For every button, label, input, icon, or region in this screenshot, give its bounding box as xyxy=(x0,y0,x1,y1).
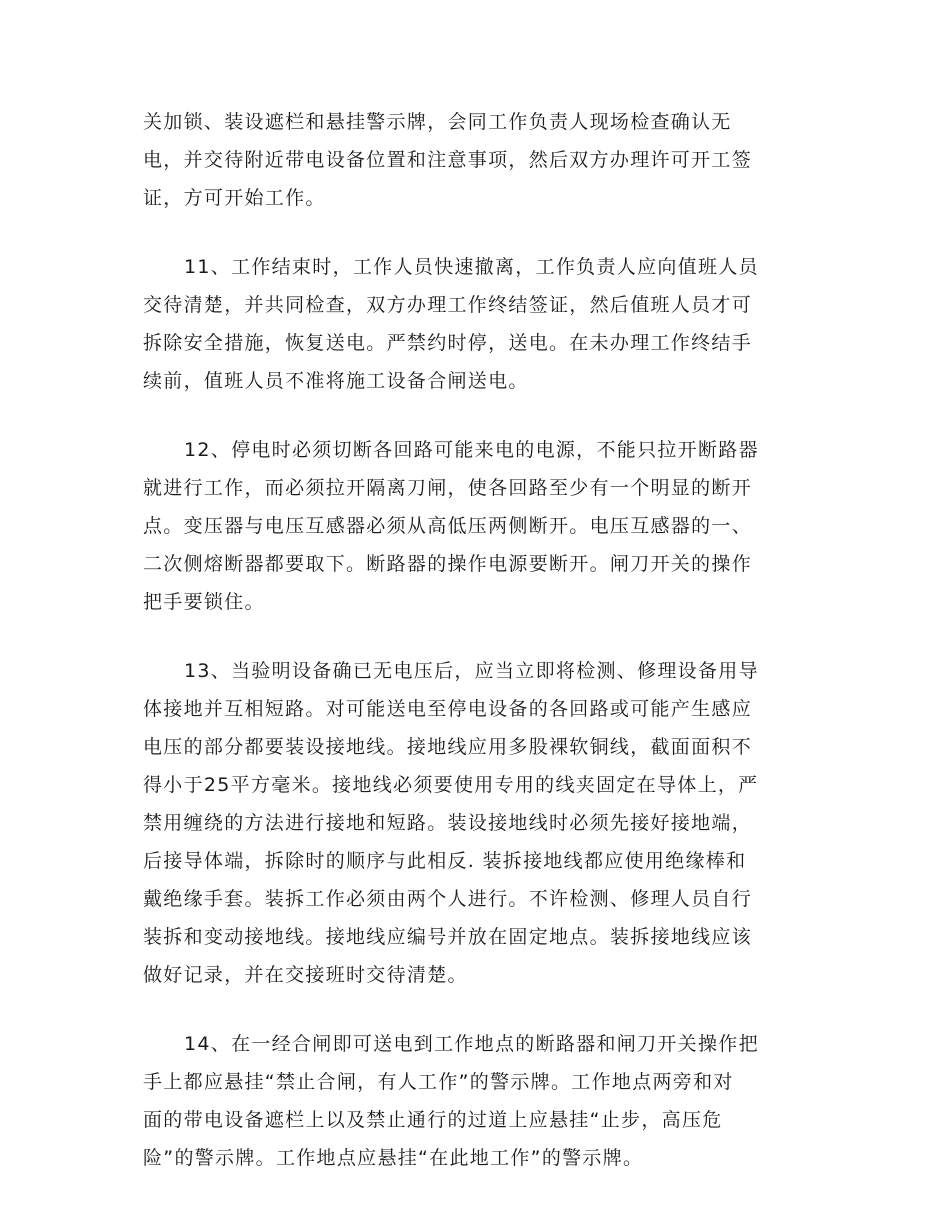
text-line: 证，方可开始工作。 xyxy=(143,187,326,209)
text-line: 得小于25平方毫米。接地线必须要使用专用的线夹固定在导体上，严 xyxy=(143,774,759,796)
text-line: 面的带电设备遮栏上以及禁止通行的过道上应悬挂“止步，高压危 xyxy=(143,1109,723,1131)
paragraph-continuation xyxy=(143,103,803,217)
text-line: 险”的警示牌。工作地点应悬挂“在此地工作”的警示牌。 xyxy=(143,1147,644,1169)
text-line: 13、当验明设备确已无电压后，应当立即将检测、修理设备用导 xyxy=(184,660,759,682)
text-line: 电，并交待附近带电设备位置和注意事项，然后双方办理许可开工签 xyxy=(143,149,753,171)
paragraph-item-11 xyxy=(143,248,803,400)
text-line: 后接导体端，拆除时的顺序与此相反. 装拆接地线都应使用绝缘棒和 xyxy=(143,850,747,872)
paragraph-item-13 xyxy=(143,652,803,994)
text-line: 拆除安全措施，恢复送电。严禁约时停，送电。在未办理工作终结手 xyxy=(143,332,753,354)
text-line: 点。变压器与电压互感器必须从高低压两侧断开。电压互感器的一、 xyxy=(143,515,753,537)
paragraph-item-12 xyxy=(143,431,803,621)
text-line: 装拆和变动接地线。接地线应编号并放在固定地点。装拆接地线应该 xyxy=(143,926,753,948)
text-line: 交待清楚，并共同检查，双方办理工作终结签证，然后值班人员才可 xyxy=(143,294,753,316)
text-line: 12、停电时必须切断各回路可能来电的电源，不能只拉开断路器 xyxy=(184,439,759,461)
text-line: 手上都应悬挂“禁止合闸，有人工作”的警示牌。工作地点两旁和对 xyxy=(143,1071,734,1093)
text-line: 续前，值班人员不准将施工设备合闸送电。 xyxy=(143,370,529,392)
text-line: 二次侧熔断器都要取下。断路器的操作电源要断开。闸刀开关的操作 xyxy=(143,553,753,575)
text-line: 做好记录，并在交接班时交待清楚。 xyxy=(143,964,468,986)
paragraph-item-14 xyxy=(143,1025,803,1177)
text-line: 14、在一经合闸即可送电到工作地点的断路器和闸刀开关操作把 xyxy=(184,1033,759,1055)
text-line: 把手要锁住。 xyxy=(143,591,265,613)
text-line: 关加锁、装设遮栏和悬挂警示牌，会同工作负责人现场检查确认无 xyxy=(143,111,732,133)
text-line: 禁用缠绕的方法进行接地和短路。装设接地线时必须先接好接地端， xyxy=(143,812,753,834)
text-line: 11、工作结束时，工作人员快速撤离，工作负责人应向值班人员 xyxy=(184,256,759,278)
text-line: 戴绝缘手套。装拆工作必须由两个人进行。不许检测、修理人员自行 xyxy=(143,888,753,910)
document-body xyxy=(143,103,803,1208)
text-line: 就进行工作，而必须拉开隔离刀闸，使各回路至少有一个明显的断开 xyxy=(143,477,753,499)
text-line: 电压的部分都要装设接地线。接地线应用多股裸软铜线，截面面积不 xyxy=(143,736,753,758)
text-line: 体接地并互相短路。对可能送电至停电设备的各回路或可能产生感应 xyxy=(143,698,753,720)
